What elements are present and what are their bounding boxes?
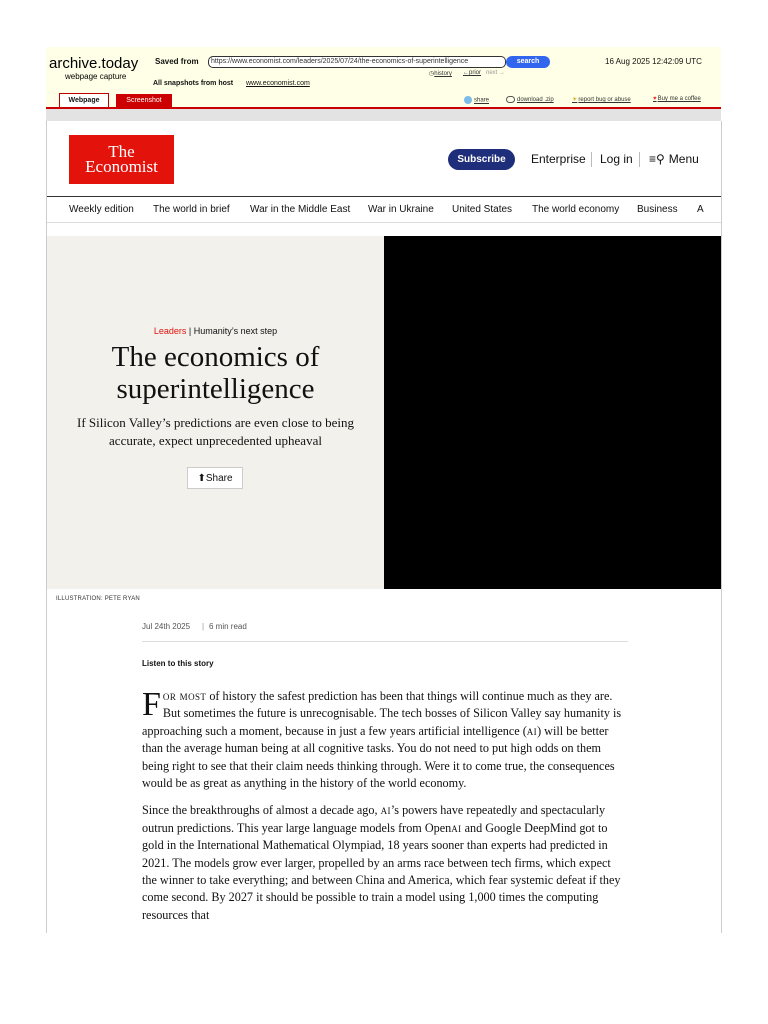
url-input[interactable]: https://www.economist.com/leaders/2025/07/24/the-economics-of-superintelligence <box>208 56 506 68</box>
kicker <box>47 326 384 336</box>
search-button[interactable]: search <box>506 56 550 68</box>
nav-divider <box>47 222 721 223</box>
report-link[interactable] <box>572 96 631 103</box>
drop-cap: F <box>142 686 161 723</box>
lead-smallcaps: or most <box>162 689 207 703</box>
article-headline: The economics of superintelligence <box>111 341 320 405</box>
share-icon: ⬆︎ <box>197 473 206 484</box>
archive-subtitle: webpage capture <box>65 72 127 81</box>
paragraph-text: Since the breakthroughs of almost a decade ago, <box>142 803 381 818</box>
tab-screenshot[interactable]: Screenshot <box>116 94 172 107</box>
clock-icon: ◷ <box>429 71 435 77</box>
paragraph-text: of history the safest prediction has been that things will continue much as they are. But sometimes the future is unrecognisable. The tech bosses of Silicon Valley say humanity is approaching such a moment, because in just a few years artificial intelligence ( <box>142 689 622 738</box>
smallcaps-ai: ai <box>451 820 462 835</box>
rubric: Humanity’s next step <box>193 326 278 336</box>
capture-date: 16 Aug 2025 12:42:09 UTC <box>605 57 702 66</box>
economist-page <box>46 121 722 933</box>
section-nav <box>47 197 721 222</box>
paragraph-text: ’s powers have repeatedly and spectacularly outrun predictions. This year large language models from Open <box>142 803 606 835</box>
bug-icon: ☀ <box>572 97 578 103</box>
paragraph-text: ) will be better than the average human being at all cognitive tasks. You do not need to put high odds on them being right to see that their claim needs thinking through. Were it to come true, the consequences would be as great as anything in the history of the world economy. <box>142 723 615 791</box>
listen-to-story-button[interactable]: Listen to this story <box>142 659 214 668</box>
prior-link[interactable]: ←prior <box>463 70 482 76</box>
nav-business[interactable]: Business <box>637 204 678 215</box>
hero-text-panel <box>47 236 384 589</box>
coffee-link-label: Buy me a coffee <box>657 96 701 102</box>
article-paragraph <box>142 688 628 792</box>
meta-divider <box>142 641 628 642</box>
heart-icon: ♥ <box>653 96 657 102</box>
illustration-credit: ILLUSTRATION: PETE RYAN <box>56 596 140 602</box>
nav-world-in-brief[interactable]: The world in brief <box>153 204 230 215</box>
read-time: 6 min read <box>209 622 247 631</box>
menu-button[interactable] <box>649 152 699 166</box>
article-body <box>142 688 628 933</box>
download-link-label: download .zip <box>517 97 554 104</box>
share-label: Share <box>205 473 233 484</box>
nav-middle-east[interactable]: War in the Middle East <box>250 204 351 215</box>
nav-weekly-edition[interactable]: Weekly edition <box>69 204 134 215</box>
economist-logo[interactable] <box>69 135 174 184</box>
logo-line-economist: Economist <box>85 157 158 176</box>
article-paragraph <box>142 802 628 924</box>
next-link: next → <box>486 70 506 76</box>
share-button[interactable] <box>187 467 243 489</box>
hero-illustration <box>384 236 721 589</box>
article-subheadline: If Silicon Valley’s predictions are even close to being accurate, expect unprecedented upheaval <box>76 415 355 448</box>
tab-webpage[interactable]: Webpage <box>59 93 109 108</box>
archive-logo[interactable]: archive.today <box>49 55 139 72</box>
smallcaps-ai: ai <box>380 803 391 818</box>
nav-overflow-item[interactable]: A <box>697 204 704 215</box>
report-link-label: report bug or abuse <box>578 97 631 103</box>
meta-separator: | <box>202 622 205 631</box>
header-separator <box>639 152 640 167</box>
archive-gray-band <box>46 109 721 121</box>
archive-header <box>46 47 721 107</box>
share-icon <box>464 96 472 104</box>
login-link[interactable]: Log in <box>600 152 633 166</box>
enterprise-link[interactable]: Enterprise <box>531 152 586 166</box>
download-link[interactable] <box>506 96 554 103</box>
host-link[interactable]: www.economist.com <box>246 80 310 87</box>
nav-world-economy[interactable]: The world economy <box>532 204 620 215</box>
all-snapshots-label: All snapshots from host <box>153 80 234 87</box>
nav-united-states[interactable]: United States <box>452 204 513 215</box>
nav-ukraine[interactable]: War in Ukraine <box>368 204 434 215</box>
paragraph-text: and Google DeepMind got to gold in the International Mathematical Olympiad, 18 years sooner than experts had predicted in 2021. The models grow ever larger, propelled by an arms race between tech firms, which expect the winner to take everything; and between China and America, which fear systemic defeat if they come second. By 2027 it should be possible to train a model using 1,000 times the computing resources that <box>142 820 621 922</box>
cloud-download-icon <box>506 96 515 103</box>
article-date: Jul 24th 2025 <box>142 622 191 631</box>
menu-search-icon: ≡⚲ <box>649 152 665 166</box>
subscribe-button[interactable]: Subscribe <box>448 149 515 170</box>
logo-line-the: The <box>108 142 135 161</box>
header-separator <box>591 152 592 167</box>
section-link[interactable]: Leaders <box>153 326 187 336</box>
share-link[interactable] <box>464 96 489 104</box>
smallcaps-ai: ai <box>526 723 538 738</box>
menu-label: Menu <box>668 152 699 166</box>
kicker-separator: | <box>186 326 194 336</box>
coffee-link[interactable] <box>653 96 701 102</box>
share-link-label: share <box>474 97 490 104</box>
saved-from-label: Saved from <box>155 57 199 66</box>
history-label: history <box>434 71 452 77</box>
history-link[interactable] <box>429 70 452 77</box>
